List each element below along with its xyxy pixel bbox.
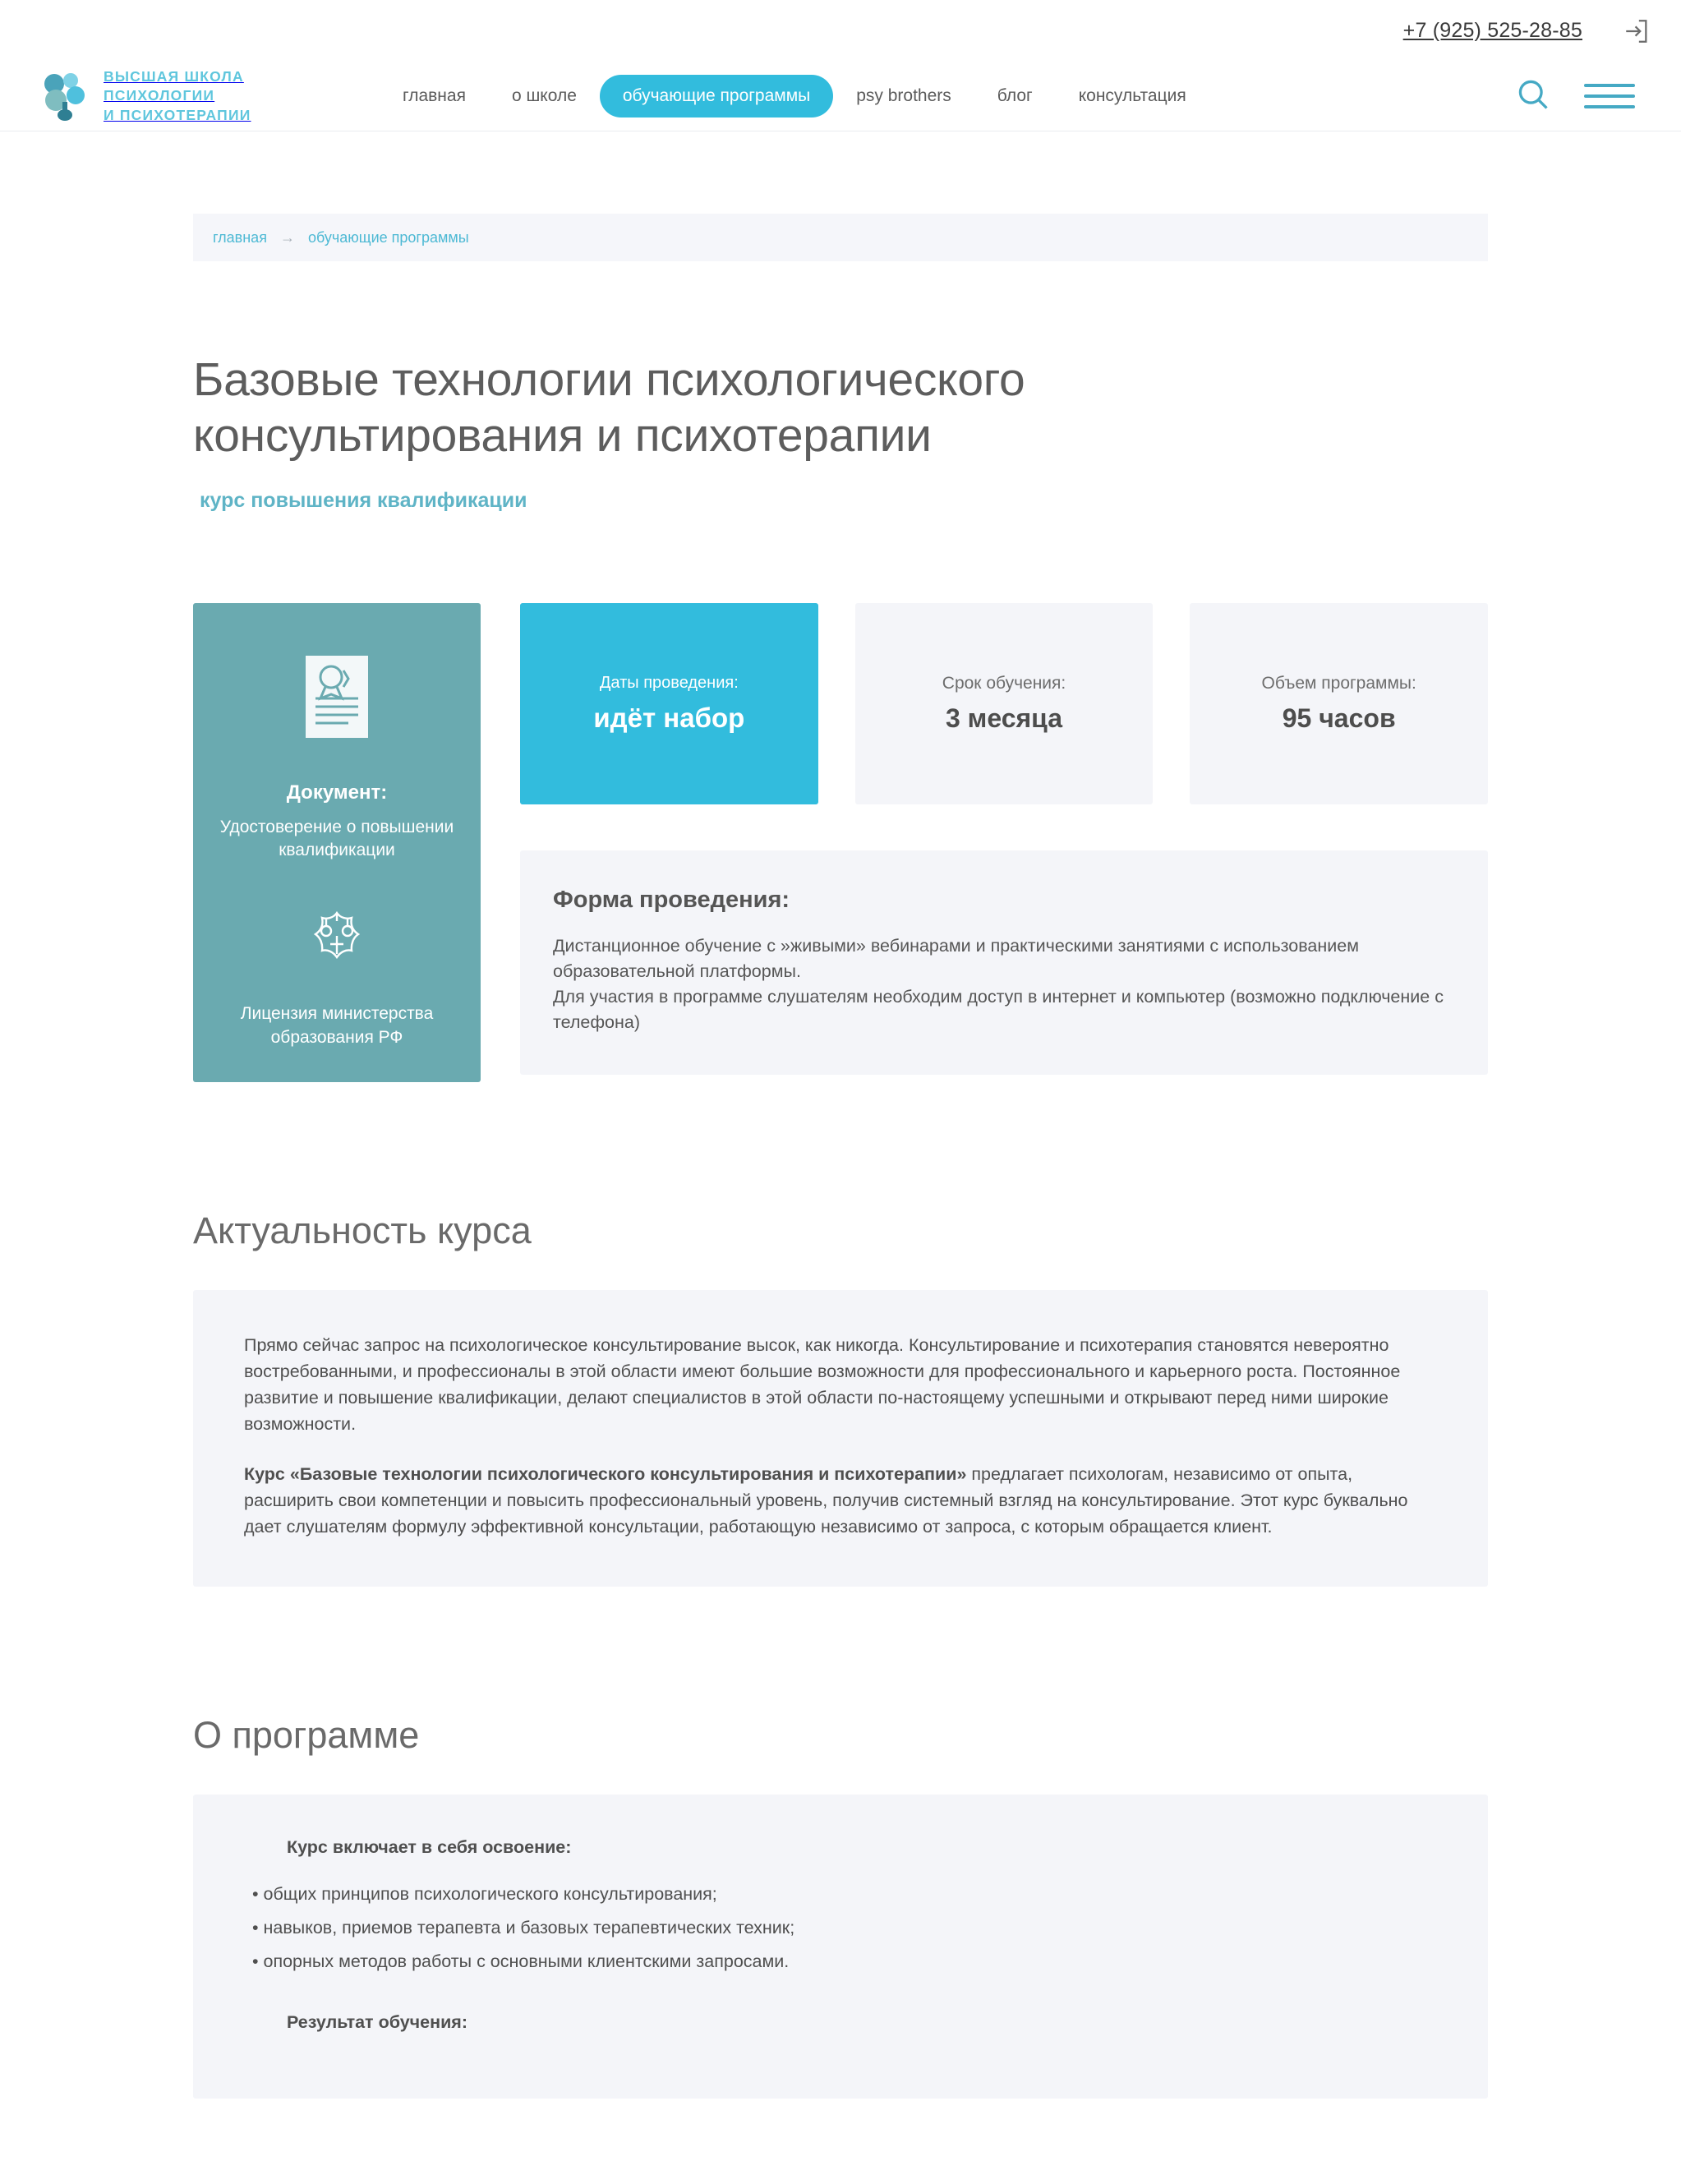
nav-item-programs[interactable]: обучающие программы (600, 75, 833, 117)
page-subtitle: курс повышения квалификации (200, 488, 527, 512)
stat-dates (520, 603, 818, 804)
about-result-heading: Результат обучения: (287, 2012, 467, 2033)
logo-text-line-1: ВЫСШАЯ ШКОЛА (104, 68, 244, 85)
top-bar (0, 0, 1681, 62)
main-navigation (380, 75, 1515, 117)
logo-text-line-3: И ПСИХОТЕРАПИИ (104, 106, 251, 123)
nav-item-about[interactable]: о школе (511, 86, 577, 105)
search-icon[interactable] (1515, 76, 1551, 117)
relevance-paragraph-1: Прямо сейчас запрос на психологическое консультирование высок, как никогда. Консультирование и психотерапия становятся невероятно востребованными, и профессионалы в этой области имеют большие возможности для профессионального и карьерного роста. Постоянное развитие и повышение квалификации, делают специалистов в этой области по-настоящему успешными и открывают перед ними широкие возможности. (244, 1335, 1401, 1434)
document-card-subtitle: Удостоверение о повышении квалификации (219, 817, 454, 860)
stat-duration (855, 603, 1154, 804)
stat-dates-value: идёт набор (593, 702, 745, 733)
about-group-includes (244, 1837, 1437, 1979)
nav-item-home[interactable]: главная (403, 86, 466, 105)
stat-volume (1190, 603, 1488, 804)
nav-item-blog[interactable]: блог (997, 86, 1033, 105)
course-info-cards (193, 603, 1488, 1082)
format-line-2: Для участия в программе слушателям необходим доступ в интернет и компьютер (возможно подключение с телефона) (553, 987, 1444, 1033)
document-card-license: Лицензия министерства образования РФ (240, 1004, 434, 1047)
relevance-paragraph-2 (244, 1462, 1437, 1540)
nav-item-consultation[interactable]: консультация (1078, 86, 1186, 105)
russian-coat-of-arms-icon (208, 906, 466, 981)
breadcrumb-home[interactable]: главная (213, 228, 267, 246)
logo-text-line-2: ПСИХОЛОГИИ (104, 87, 215, 104)
breadcrumb (193, 214, 1488, 261)
hamburger-menu-icon[interactable] (1584, 84, 1635, 108)
stat-duration-label: Срок обучения: (942, 673, 1066, 693)
about-panel (193, 1795, 1488, 2099)
format-line-1: Дистанционное обучение с »живыми» вебинарами и практическими занятиями с использованием образовательной платформы. (553, 935, 1360, 981)
stat-volume-label: Объем программы: (1261, 673, 1416, 693)
list-item: • опорных методов работы с основными клиентскими запросами. (252, 1951, 790, 1971)
document-card (193, 603, 481, 1082)
stat-volume-value: 95 часов (1282, 703, 1396, 733)
nav-item-psy-brothers[interactable]: psy brothers (856, 86, 951, 105)
about-section-title: О программе (193, 1713, 420, 1756)
stat-dates-label: Даты проведения: (599, 673, 739, 692)
logo-text (104, 67, 251, 125)
list-item: • общих принципов психологического консультирования; (252, 1883, 717, 1904)
relevance-section-title: Актуальность курса (193, 1209, 532, 1252)
about-includes-heading: Курс включает в себя освоение: (287, 1836, 572, 1857)
about-includes-list (244, 1878, 1437, 1979)
logo[interactable] (38, 67, 334, 125)
list-item: • навыков, приемов терапевта и базовых терапевтических техник; (252, 1917, 795, 1937)
site-header (0, 62, 1681, 131)
phone-link[interactable]: +7 (925) 525-28-85 (1402, 19, 1582, 42)
stat-duration-value: 3 месяца (945, 703, 1063, 733)
login-arrow-icon[interactable] (1620, 15, 1653, 48)
format-box (520, 850, 1488, 1076)
certificate-icon (208, 652, 466, 753)
breadcrumb-separator: → (279, 228, 295, 246)
document-card-title: Документ: (286, 781, 388, 804)
header-tools (1515, 76, 1635, 117)
logo-mark-icon (38, 69, 92, 123)
stat-row (520, 603, 1488, 804)
relevance-panel (193, 1290, 1488, 1587)
breadcrumb-current[interactable]: обучающие программы (307, 228, 469, 246)
about-group-result (244, 2012, 1437, 2033)
relevance-paragraph-2-bold: Курс «Базовые технологии психологического консультирования и психотерапии» (244, 1464, 967, 1485)
format-title: Форма проведения: (553, 886, 790, 913)
relevance-paragraph-2-rest: предлагает психологам, независимо от опыта, расширить свои компетенции и повысить профессиональный уровень, получив системный взгляд на консультирование. Этот курс буквально дает слушателям формулу эффективной консультации, работающую независимо от запроса, с которым обращается клиент. (244, 1464, 1408, 1537)
page-title: Базовые технологии психологического консультирования и психотерапии (193, 353, 1025, 463)
course-stats-column (520, 603, 1488, 1082)
